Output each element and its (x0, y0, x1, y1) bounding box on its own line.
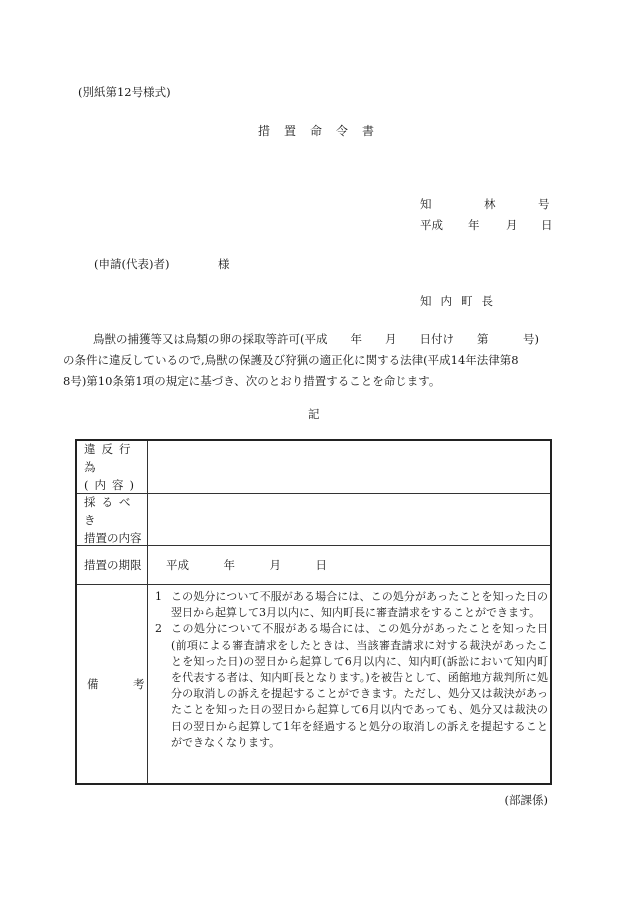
remarks-label (77, 585, 148, 783)
body-line-3: 8号)第10条第1項の規定に基づき、次のとおり措置することを命じます。 (63, 374, 441, 388)
deadline-label-text: 措置の期限 (84, 558, 142, 572)
violation-content[interactable] (149, 441, 550, 493)
violation-label-line-2: (内容) (84, 478, 140, 492)
ki-heading: 記 (308, 407, 320, 421)
remark-text: この処分について不服がある場合には、この処分があったことを知った日(前項による審査請求をしたときは、当該審査請求に対する裁決があったことを知った日)の翌日から起算して6月以内に、知内町(訴訟において知内町を代表する者は、知内町長となります。)を被告として、函館地方裁判所に処分の取消しの訴えを提起することができます。ただし、処分又は裁決があったことを知った日の翌日から起算して6月以内であっても、処分又は裁決の日の翌日から起算して1年を経過すると処分の取消しの訴えを提起することができなくなります。 (171, 622, 548, 749)
deadline-content (149, 546, 550, 584)
remarks-label-text: 備 考 (87, 677, 145, 691)
date-year: 年 (468, 218, 480, 232)
violation-label (77, 441, 148, 493)
doc-number-prefix: 知 (420, 197, 432, 211)
document-title: 措置命令書 (258, 124, 389, 138)
date-day: 日 (541, 218, 553, 232)
date-era: 平成 (420, 218, 443, 232)
remarks-notes (155, 589, 548, 751)
applicant-honorific: 様 (218, 257, 230, 271)
remark-text: この処分について不服がある場合には、この処分があったことを知った日の翌日から起算して3月以内に、知内町長に審査請求をすることができます。 (171, 590, 548, 620)
body-line-1: 鳥獣の捕獲等又は鳥類の卵の採取等許可(平成 年 月 日付け 第 号) (93, 332, 539, 346)
body-text (63, 329, 556, 392)
doc-number-middle: 林 (484, 197, 496, 211)
order-table (75, 439, 552, 785)
doc-number-suffix: 号 (538, 197, 550, 211)
deadline-label (77, 546, 148, 584)
violation-label-line-1: 違反行為 (84, 442, 137, 474)
remark-item (155, 621, 548, 751)
measure-label-line-1: 採るべき (84, 494, 137, 527)
violation-row (77, 441, 550, 494)
remarks-content (149, 585, 550, 783)
body-line-2: の条件に違反しているので,鳥獣の保護及び狩猟の適正化に関する法律(平成14年法律第8 (63, 353, 519, 367)
department-note: (部課係) (504, 793, 548, 807)
measure-label-line-2: 措置の内容 (84, 530, 142, 545)
remark-number: 2 (155, 622, 162, 636)
form-number: (別紙第12号様式) (78, 85, 171, 99)
deadline-value: 平成 年 月 日 (166, 558, 327, 572)
remarks-row (77, 585, 550, 783)
remark-item (155, 589, 548, 621)
applicant-label: (申請(代表)者) (94, 257, 170, 271)
remark-number: 1 (155, 590, 162, 603)
measure-label (77, 494, 148, 545)
measure-content[interactable] (149, 494, 550, 545)
measure-row (77, 494, 550, 546)
issuer: 知内町長 (420, 294, 502, 308)
date-month: 月 (506, 218, 518, 232)
deadline-row (77, 546, 550, 585)
applicant-line (94, 256, 230, 272)
